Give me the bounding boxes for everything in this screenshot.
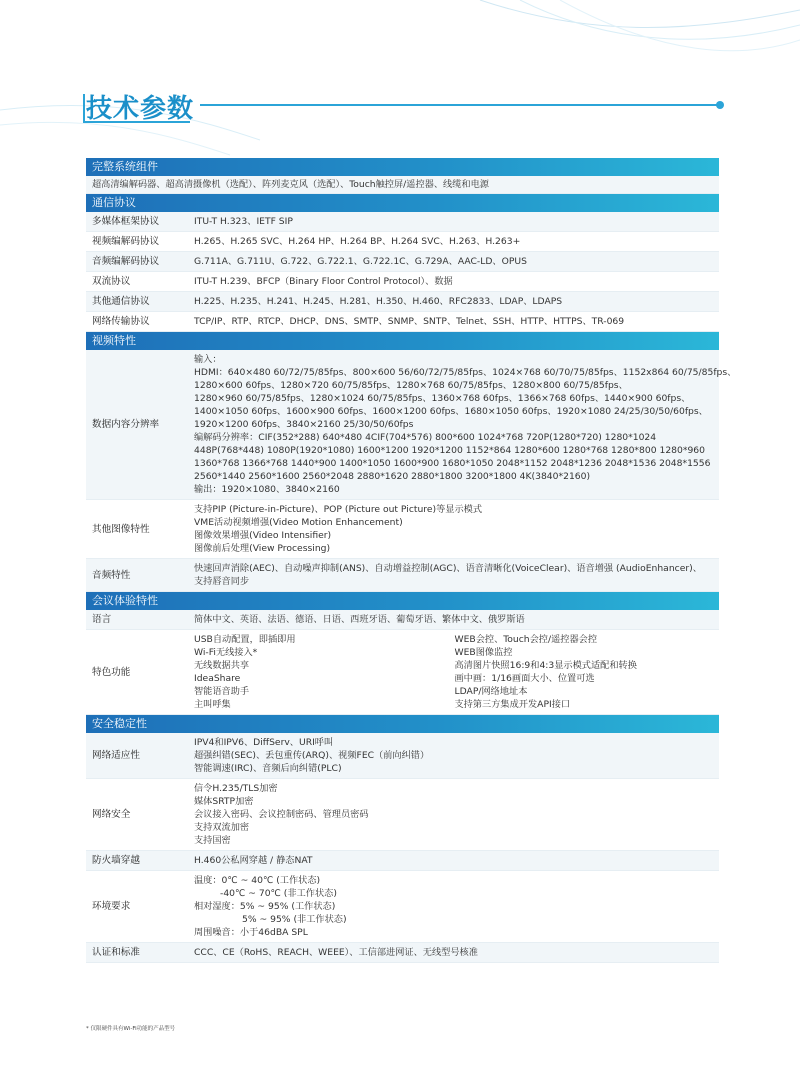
spec-row [86,851,719,871]
spec-line: 1280×960 60/75/85fps、1280×1024 60/75/85fps、1360×768 60fps、1366×768 60fps、1440×900 60fps、 [194,393,691,404]
spec-line: 超强纠错(SEC)、丢包重传(ARQ)、视频FEC（前向纠错） [194,750,430,761]
feature-item: LDAP/网络地址本 [454,686,528,697]
feature-item: WEB会控、Touch会控/遥控器会控 [454,634,598,645]
spec-value [190,232,719,251]
spec-line: ITU-T H.239、BFCP（Binary Floor Control Protocol）、数据 [194,276,453,287]
spec-line: VME活动视频增强(Video Motion Enhancement) [194,517,403,528]
page-title: 技术参数 [86,94,195,124]
spec-line: 编解码分辨率：CIF(352*288) 640*480 4CIF(704*576) 800*600 1024*768 720P(1280*720) 1280*1024 [194,432,657,443]
spec-row [86,292,719,312]
spec-value [190,610,719,629]
spec-label: 双流协议 [92,276,131,287]
spec-line: G.711A、G.711U、G.722、G.722.1、G.722.1C、G.729A、AAC-LD、OPUS [194,256,527,267]
spec-value [190,272,719,291]
feature-item: IdeaShare [194,673,241,684]
features-value [190,630,719,714]
features-right-col [455,633,716,711]
spec-line: H.265、H.265 SVC、H.264 HP、H.264 BP、H.264 SVC、H.263、H.263+ [194,236,521,247]
spec-label: 其他图像特性 [92,523,150,535]
spec-line: 会议接入密码、会议控制密码、管理员密码 [194,809,369,820]
spec-value [190,252,719,271]
spec-line: 图像效果增强(Video Intensifier) [194,530,332,541]
spec-label: 网络传输协议 [92,316,150,327]
spec-line: 5% ~ 95% (非工作状态) [242,914,347,925]
spec-line: TCP/IP、RTP、RTCP、DHCP、DNS、SMTP、SNMP、SNTP、Telnet、SSH、HTTP、HTTPS、TR-069 [194,316,625,327]
page-title-wrap [86,88,194,128]
spec-line: 输出：1920×1080、3840×2160 [194,484,340,495]
spec-value [190,212,719,231]
spec-line: 周围噪音：小于46dBA SPL [194,927,308,938]
feature-item: WEB图像监控 [454,647,513,658]
features-row [86,630,719,715]
spec-label: 视频编解码协议 [92,236,160,247]
spec-line: 支持国密 [194,835,231,846]
feature-item: 高清图片快照16:9和4:3显示模式适配和转换 [454,660,637,671]
spec-line: 简体中文、英语、法语、德语、日语、西班牙语、葡萄牙语、繁体中文、俄罗斯语 [194,614,525,625]
spec-line: 支持双流加密 [194,822,250,833]
spec-line: 1920×1200 60fps、3840×2160 25/30/50/60fps [194,419,414,430]
feature-item: 画中画：1/16画面大小、位置可选 [454,673,595,684]
footnote: * 仅限硬件具有Wi-Fi功能的产品型号 [86,1026,176,1032]
spec-line: 支持唇音同步 [194,576,250,587]
spec-row [86,943,719,963]
spec-value [190,851,719,870]
spec-line: 快速回声消除(AEC)、自动噪声抑制(ANS)、自动增益控制(AGC)、语音清晰化(VoiceClear)、语音增强 (AudioEnhancer)、 [194,563,702,574]
spec-line: IPV4和IPV6、DiffServ、URI呼叫 [194,737,334,748]
spec-row [86,500,719,559]
title-divider [200,104,720,106]
spec-value [190,350,740,499]
spec-label: 环境要求 [92,901,131,912]
spec-row [86,610,719,630]
spec-table [86,158,737,963]
spec-label: 网络安全 [92,809,131,820]
spec-line: 智能调速(IRC)、音频后向纠错(PLC) [194,763,342,774]
feature-item: 无线数据共享 [194,660,250,671]
section-header: 安全稳定性 [86,715,719,733]
spec-value [190,559,719,591]
spec-row [86,212,719,232]
decorative-wave-lines [0,0,800,160]
title-dot-icon [716,101,724,109]
spec-line: H.460公私网穿越 / 静态NAT [194,855,313,866]
spec-label: 数据内容分辨率 [92,419,160,430]
spec-row [86,350,737,500]
spec-line: ITU-T H.323、IETF SIP [194,216,293,227]
spec-line: 信令H.235/TLS加密 [194,783,278,794]
feature-item: 支持第三方集成开发API接口 [454,699,571,710]
spec-line: 448P(768*448) 1080P(1920*1080) 1600*1200 1920*1200 1152*864 1280*600 1280*768 1280*800 1280*960 [194,445,705,456]
feature-item: 主叫呼集 [194,699,231,710]
spec-label: 多媒体框架协议 [92,216,160,227]
section-text-row [86,176,719,194]
spec-label: 网络适应性 [92,750,140,761]
spec-line: 支持PIP (Picture-in-Picture)、POP (Picture out Picture)等显示模式 [194,504,483,515]
section-header: 通信协议 [86,194,719,212]
title-bracket-icon [80,88,200,128]
spec-line: H.225、H.235、H.241、H.245、H.281、H.350、H.460、RFC2833、LDAP、LDAPS [194,296,563,307]
spec-label: 防火墙穿越 [92,855,140,866]
spec-label: 音频特性 [92,569,131,581]
spec-line: 1280×600 60fps、1280×720 60/75/85fps、1280×768 60/75/85fps、1280×800 60/75/85fps、 [194,380,628,391]
spec-value [190,500,719,558]
spec-row [86,252,719,272]
feature-item: 智能语音助手 [194,686,250,697]
spec-line: 温度：0℃ ~ 40℃ (工作状态) [194,875,321,886]
spec-row [86,559,719,592]
spec-value [190,943,719,962]
spec-label: 特色功能 [92,666,131,678]
spec-row [86,312,719,332]
spec-label: 语言 [92,614,112,625]
spec-value [190,779,719,850]
section-header: 视频特性 [86,332,719,350]
spec-value [190,292,719,311]
spec-value [190,312,719,331]
spec-line: 图像前后处理(View Processing) [194,543,331,554]
spec-line: 相对湿度：5% ~ 95% (工作状态) [194,901,336,912]
spec-row [86,232,719,252]
section-header: 会议体验特性 [86,592,719,610]
spec-line: 输入： [194,354,222,365]
spec-label: 认证和标准 [92,947,140,958]
spec-line: CCC、CE（RoHS、REACH、WEEE）、工信部进网证、无线型号核准 [194,947,478,958]
spec-row [86,272,719,292]
section-text: 超高清编解码器、超高清摄像机（选配）、阵列麦克风（选配）、Touch触控屏/遥控器、线缆和电源 [92,179,489,190]
section-header: 完整系统组件 [86,158,719,176]
spec-row [86,733,719,779]
spec-line: 1400×1050 60fps、1600×900 60fps、1600×1200 60fps、1680×1050 60fps、1920×1080 24/25/30/50/60fps、 [194,406,708,417]
spec-line: HDMI：640×480 60/72/75/85fps、800×600 56/60/72/75/85fps、1024×768 60/70/75/85fps、1152x864 60/75/85fps、 [194,367,737,378]
feature-item: Wi-Fi无线接入* [194,647,258,658]
spec-label: 其他通信协议 [92,296,150,307]
spec-label: 音频编解码协议 [92,256,160,267]
spec-line: 2560*1440 2560*1600 2560*2048 2880*1620 2880*1800 3200*1800 4K(3840*2160) [194,471,591,482]
spec-line: -40℃ ~ 70℃ (非工作状态) [220,888,337,899]
spec-value [190,733,719,778]
spec-row [86,779,719,851]
spec-line: 1360*768 1366*768 1440*900 1400*1050 1600*900 1680*1050 2048*1152 2048*1236 2048*1536 2048*1556 [194,458,711,469]
spec-row [86,871,719,943]
spec-line: 媒体SRTP加密 [194,796,254,807]
feature-item: USB自动配置，即插即用 [194,634,296,645]
features-left-col [194,633,455,711]
spec-value [190,871,719,942]
